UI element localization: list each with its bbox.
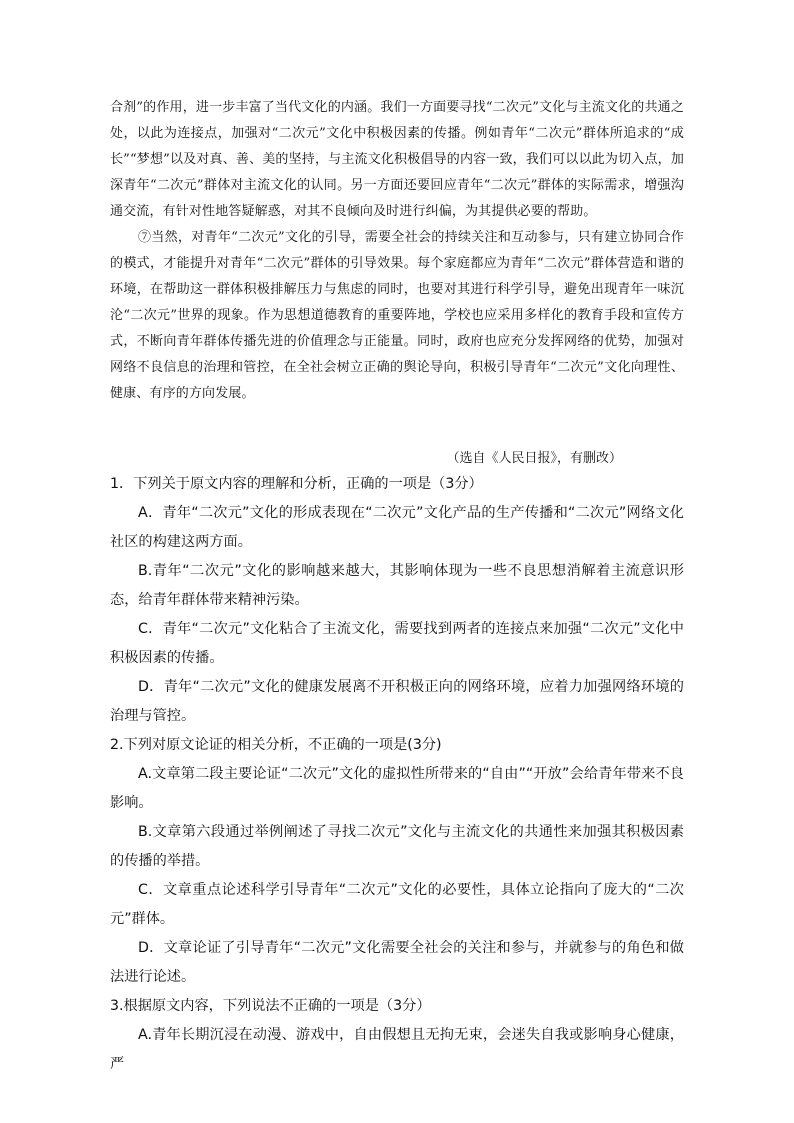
question-1-option-a: A．青年“二次元”文化的形成表现在“二次元”文化产品的生产传播和“二次元”网络文化社区的构建这两方面。 [110, 505, 684, 550]
reading-passage [110, 95, 684, 407]
question-1-option-b: B.青年“二次元”文化的影响越来越大，其影响体现为一些不良思想消解着主流意识形态，给青年群体带来精神污染。 [110, 563, 684, 608]
question-2-stem: 2.下列对原文论证的相关分析，不正确的一项是(3分) [110, 737, 442, 753]
question-1-stem: 1．下列关于原文内容的理解和分析，正确的一项是（3分） [110, 476, 483, 492]
question-3-stem: 3.根据原文内容，下列说法不正确的一项是（3分） [110, 998, 431, 1014]
question-2-option-d: D．文章论证了引导青年“二次元”文化需要全社会的关注和参与，并就参与的角色和做法进行论述。 [110, 940, 684, 985]
passage-paragraph-6-continued: 合剂”的作用，进一步丰富了当代文化的内涵。我们一方面要寻找“二次元”文化与主流文化的共通之处，以此为连接点，加强对“二次元”文化中积极因素的传播。例如青年“二次元”群体所追求的“成长”“梦想”以及对真、善、美的坚持，与主流文化积极倡导的内容一致，我们可以以此为切入点，加深青年“二次元”群体对主流文化的认同。另一方面还要回应青年“二次元”群体的实际需求，增强沟通交流，有针对性地答疑解惑，对其不良倾向及时进行纠偏，为其提供必要的帮助。 [110, 100, 684, 219]
question-1-option-d: D．青年“二次元”文化的健康发展离不开积极正向的网络环境，应着力加强网络环境的治理与管控。 [110, 679, 684, 724]
question-section [110, 470, 684, 1079]
question-2-option-b: B.文章第六段通过举例阐述了寻找二次元”文化与主流文化的共通性来加强其积极因素的传播的举措。 [110, 824, 684, 869]
question-2-option-a: A.文章第二段主要论证“二次元”文化的虚拟性所带来的“自由”“开放”会给青年带来不良影响。 [110, 766, 684, 811]
question-2-option-c: C．文章重点论述科学引导青年“二次元”文化的必要性，具体立论指向了庞大的“二次元”群体。 [110, 882, 684, 927]
question-1-option-c: C．青年“二次元”文化粘合了主流文化，需要找到两者的连接点来加强“二次元”文化中积极因素的传播。 [110, 621, 684, 666]
question-3-option-a: A.青年长期沉浸在动漫、游戏中，自由假想且无拘无束，会迷失自我或影响身心健康，严 [110, 1027, 684, 1072]
passage-paragraph-7: ⑦当然，对青年“二次元”文化的引导，需要全社会的持续关注和互动参与，只有建立协同合作的模式，才能提升对青年“二次元”群体的引导效果。每个家庭都应为青年“二次元”群体营造和谐的环境，在帮助这一群体积极排解压力与焦虑的同时，也要对其进行科学引导，避免出现青年一味沉沦“二次元”世界的现象。作为思想道德教育的重要阵地，学校也应采用多样化的教育手段和宣传方式，不断向青年群体传播先进的价值理念与正能量。同时，政府也应充分发挥网络的优势，加强对网络不良信息的治理和管控，在全社会树立正确的舆论导向，积极引导青年“二次元”文化向理性、健康、有序的方向发展。 [110, 230, 684, 401]
passage-source: （选自《人民日报》，有删改） [446, 451, 622, 466]
